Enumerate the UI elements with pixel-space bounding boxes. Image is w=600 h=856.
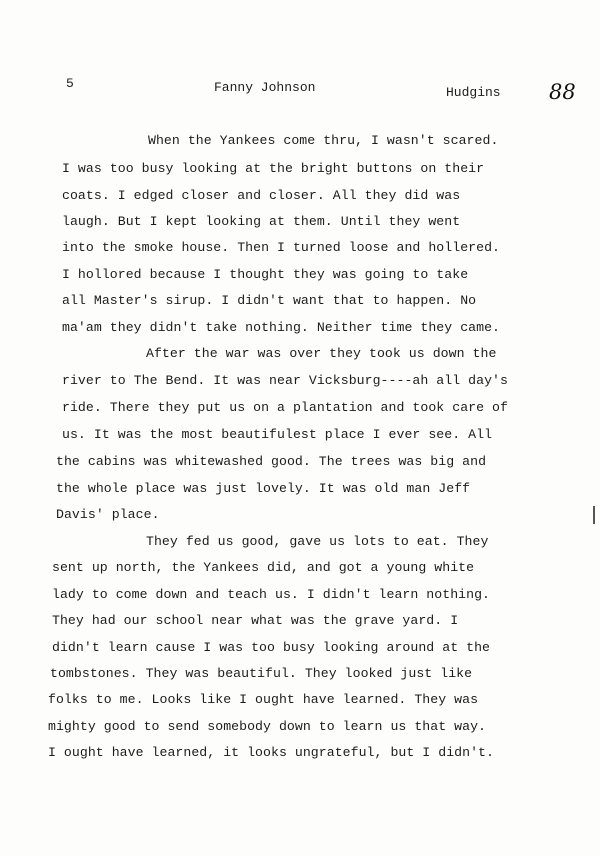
text-line: us. It was the most beautifulest place I ever see. All <box>62 427 493 442</box>
interviewee-name: Fanny Johnson <box>214 80 316 95</box>
interviewer-name: Hudgins <box>446 85 501 100</box>
text-line: the cabins was whitewashed good. The trees was big and <box>56 454 487 469</box>
text-line: After the war was over they took us down the <box>146 346 497 361</box>
folio-number: 88 <box>549 80 576 104</box>
text-line: I ought have learned, it looks ungrateful, but I didn't. <box>48 745 494 760</box>
text-line: into the smoke house. Then I turned loose and hollered. <box>62 240 501 255</box>
text-line: Davis' place. <box>56 507 160 522</box>
text-line: mighty good to send somebody down to learn us that way. <box>48 719 487 734</box>
text-line: I hollored because I thought they was going to take <box>62 267 469 282</box>
text-line: the whole place was just lovely. It was old man Jeff <box>56 481 471 496</box>
margin-mark <box>593 506 595 524</box>
text-line: They had our school near what was the grave yard. I <box>52 613 459 628</box>
text-line: river to The Bend. It was near Vicksburg----ah all day's <box>62 373 508 388</box>
text-line: When the Yankees come thru, I wasn't scared. <box>148 133 499 148</box>
text-line: coats. I edged closer and closer. All they did was <box>62 188 461 203</box>
page-number: 5 <box>66 76 74 91</box>
text-line: laugh. But I kept looking at them. Until they went <box>62 214 461 229</box>
text-line: They fed us good, gave us lots to eat. They <box>146 534 489 549</box>
text-line: all Master's sirup. I didn't want that to happen. No <box>62 293 477 308</box>
text-line: sent up north, the Yankees did, and got a young white <box>52 560 475 575</box>
text-line: I was too busy looking at the bright buttons on their <box>62 161 485 176</box>
text-line: lady to come down and teach us. I didn't learn nothing. <box>52 587 491 602</box>
text-line: ride. There they put us on a plantation and took care of <box>62 400 508 415</box>
text-line: ma'am they didn't take nothing. Neither time they came. <box>62 320 501 335</box>
text-line: folks to me. Looks like I ought have learned. They was <box>48 692 479 707</box>
text-line: didn't learn cause I was too busy looking around at the <box>52 640 491 655</box>
text-line: tombstones. They was beautiful. They looked just like <box>50 666 473 681</box>
